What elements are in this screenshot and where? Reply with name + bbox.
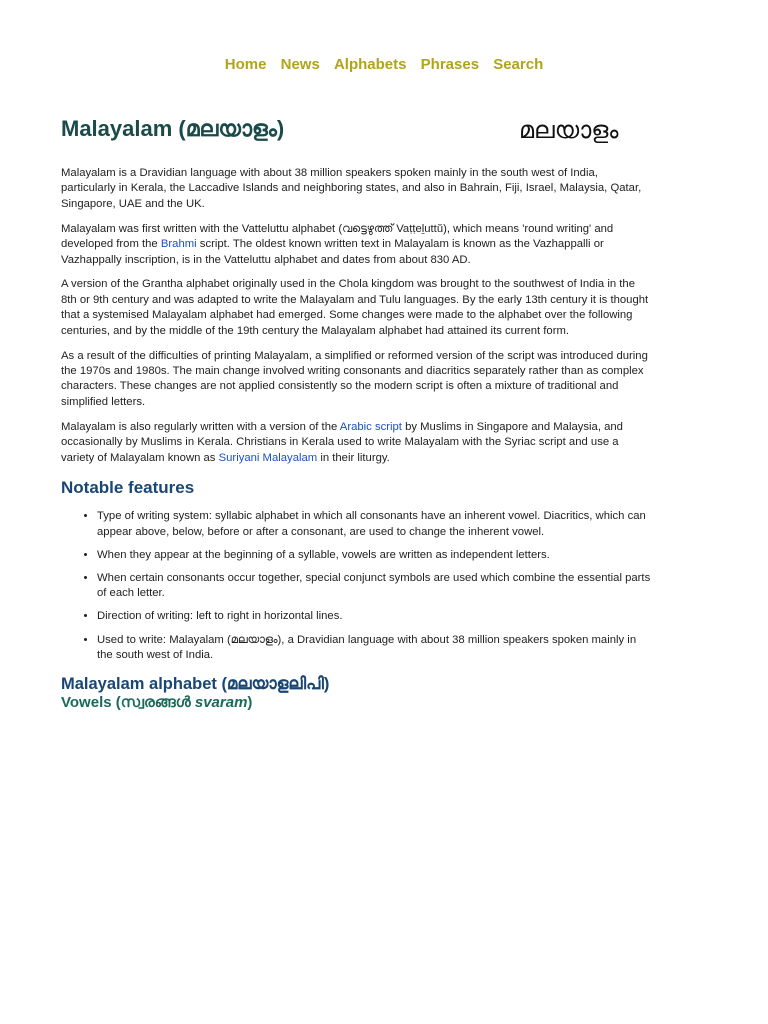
title-row	[61, 116, 661, 152]
vowels-heading-italic: svaram	[194, 693, 248, 711]
feature-item: • When they appear at the beginning of a syllable, vowels are written as independent letters.	[97, 548, 651, 563]
paragraph-history	[61, 222, 651, 268]
brahmi-link[interactable]: Brahmi	[160, 238, 197, 251]
top-nav	[0, 56, 768, 73]
paragraph-reform: As a result of the difficulties of printing Malayalam, a simplified or reformed version of the script was introduced during the 1970s and 1980s. The main change involved writing consonants and diacritics separately rather than as complex characters. These changes are not applied consistently so the modern script is often a mixture of traditional and simplified letters.	[61, 349, 648, 408]
suriyani-malayalam-link[interactable]: Suriyani Malayalam	[218, 451, 318, 464]
paragraph-other-text-b: by Muslims in Singapore and Malaysia, and occasionally by Muslims in Kerala. Christians in Kerala used to write Malayalam with the Syriac script and use a variety of Malayalam known as	[61, 420, 623, 464]
vowels-heading-suffix: )	[247, 693, 253, 711]
feature-item: • Used to write: Malayalam (മലയാളം), a Dravidian language with about 38 million speakers spoken mainly in the south west of India.	[97, 633, 651, 664]
nav-alphabets[interactable]: Alphabets	[333, 56, 407, 73]
paragraph-intro: Malayalam is a Dravidian language with about 38 million speakers spoken mainly in the south west of India, particularly in Kerala, the Laccadive Islands and neighboring states, and also in Bahrain, Fiji, Israel, Malaysia, Qatar, Singapore, UAE and the UK.	[61, 167, 642, 210]
page-title: Malayalam (മലയാളം)	[61, 116, 285, 141]
vowels-heading-prefix: Vowels (സ്വരങ്ങൾ	[61, 693, 195, 711]
feature-item: • Direction of writing: left to right in horizontal lines.	[97, 609, 651, 624]
notable-features-heading: Notable features	[61, 477, 195, 497]
arabic-script-link[interactable]: Arabic script	[339, 420, 402, 433]
nav-search[interactable]: Search	[493, 56, 544, 73]
paragraph-grantha: A version of the Grantha alphabet originally used in the Chola kingdom was brought to the southwest of India in the 8th or 9th century and was adapted to write the Malayalam and Tulu languages. By the early 13th century it is thought that a systemised Malayalam alphabet had emerged. Some changes were made to the alphabet over the following centuries, and by the middle of the 19th century the Malayalam alphabet had attained its current form.	[61, 278, 649, 337]
native-script-title: മലയാളം	[519, 116, 619, 144]
feature-item: • When certain consonants occur together, special conjunct symbols are used which combine the essential parts of each letter.	[97, 571, 651, 602]
vowels-heading	[61, 695, 651, 710]
paragraph-other-text-c: in their liturgy.	[317, 451, 390, 464]
nav-phrases[interactable]: Phrases	[420, 56, 480, 73]
feature-item: • Type of writing system: syllabic alphabet in which all consonants have an inherent vowel. Diacritics, which can appear above, below, before or after a consonant, are used to change the inherent vowel.	[97, 509, 651, 540]
features-list	[61, 509, 651, 663]
paragraph-history-text-b: script. The oldest known written text in Malayalam is known as the Vazhappalli or Vazhappally inscription, is in the Vatteluttu alphabet and dates from about 830 AD.	[61, 238, 604, 266]
paragraph-other-text-a: Malayalam is also regularly written with a version of the	[61, 420, 340, 433]
nav-home[interactable]: Home	[224, 56, 267, 73]
article-body	[61, 166, 651, 710]
alphabet-heading: Malayalam alphabet (മലയാളലിപി)	[61, 675, 330, 694]
nav-news[interactable]: News	[280, 56, 320, 73]
paragraph-history-text-a: Malayalam was first written with the Vatteluttu alphabet (വട്ടെഴുത്ത് Vaṭṭeḻuttŭ), which means 'round writing' and developed from the	[61, 222, 614, 251]
paragraph-other-scripts	[61, 420, 651, 466]
